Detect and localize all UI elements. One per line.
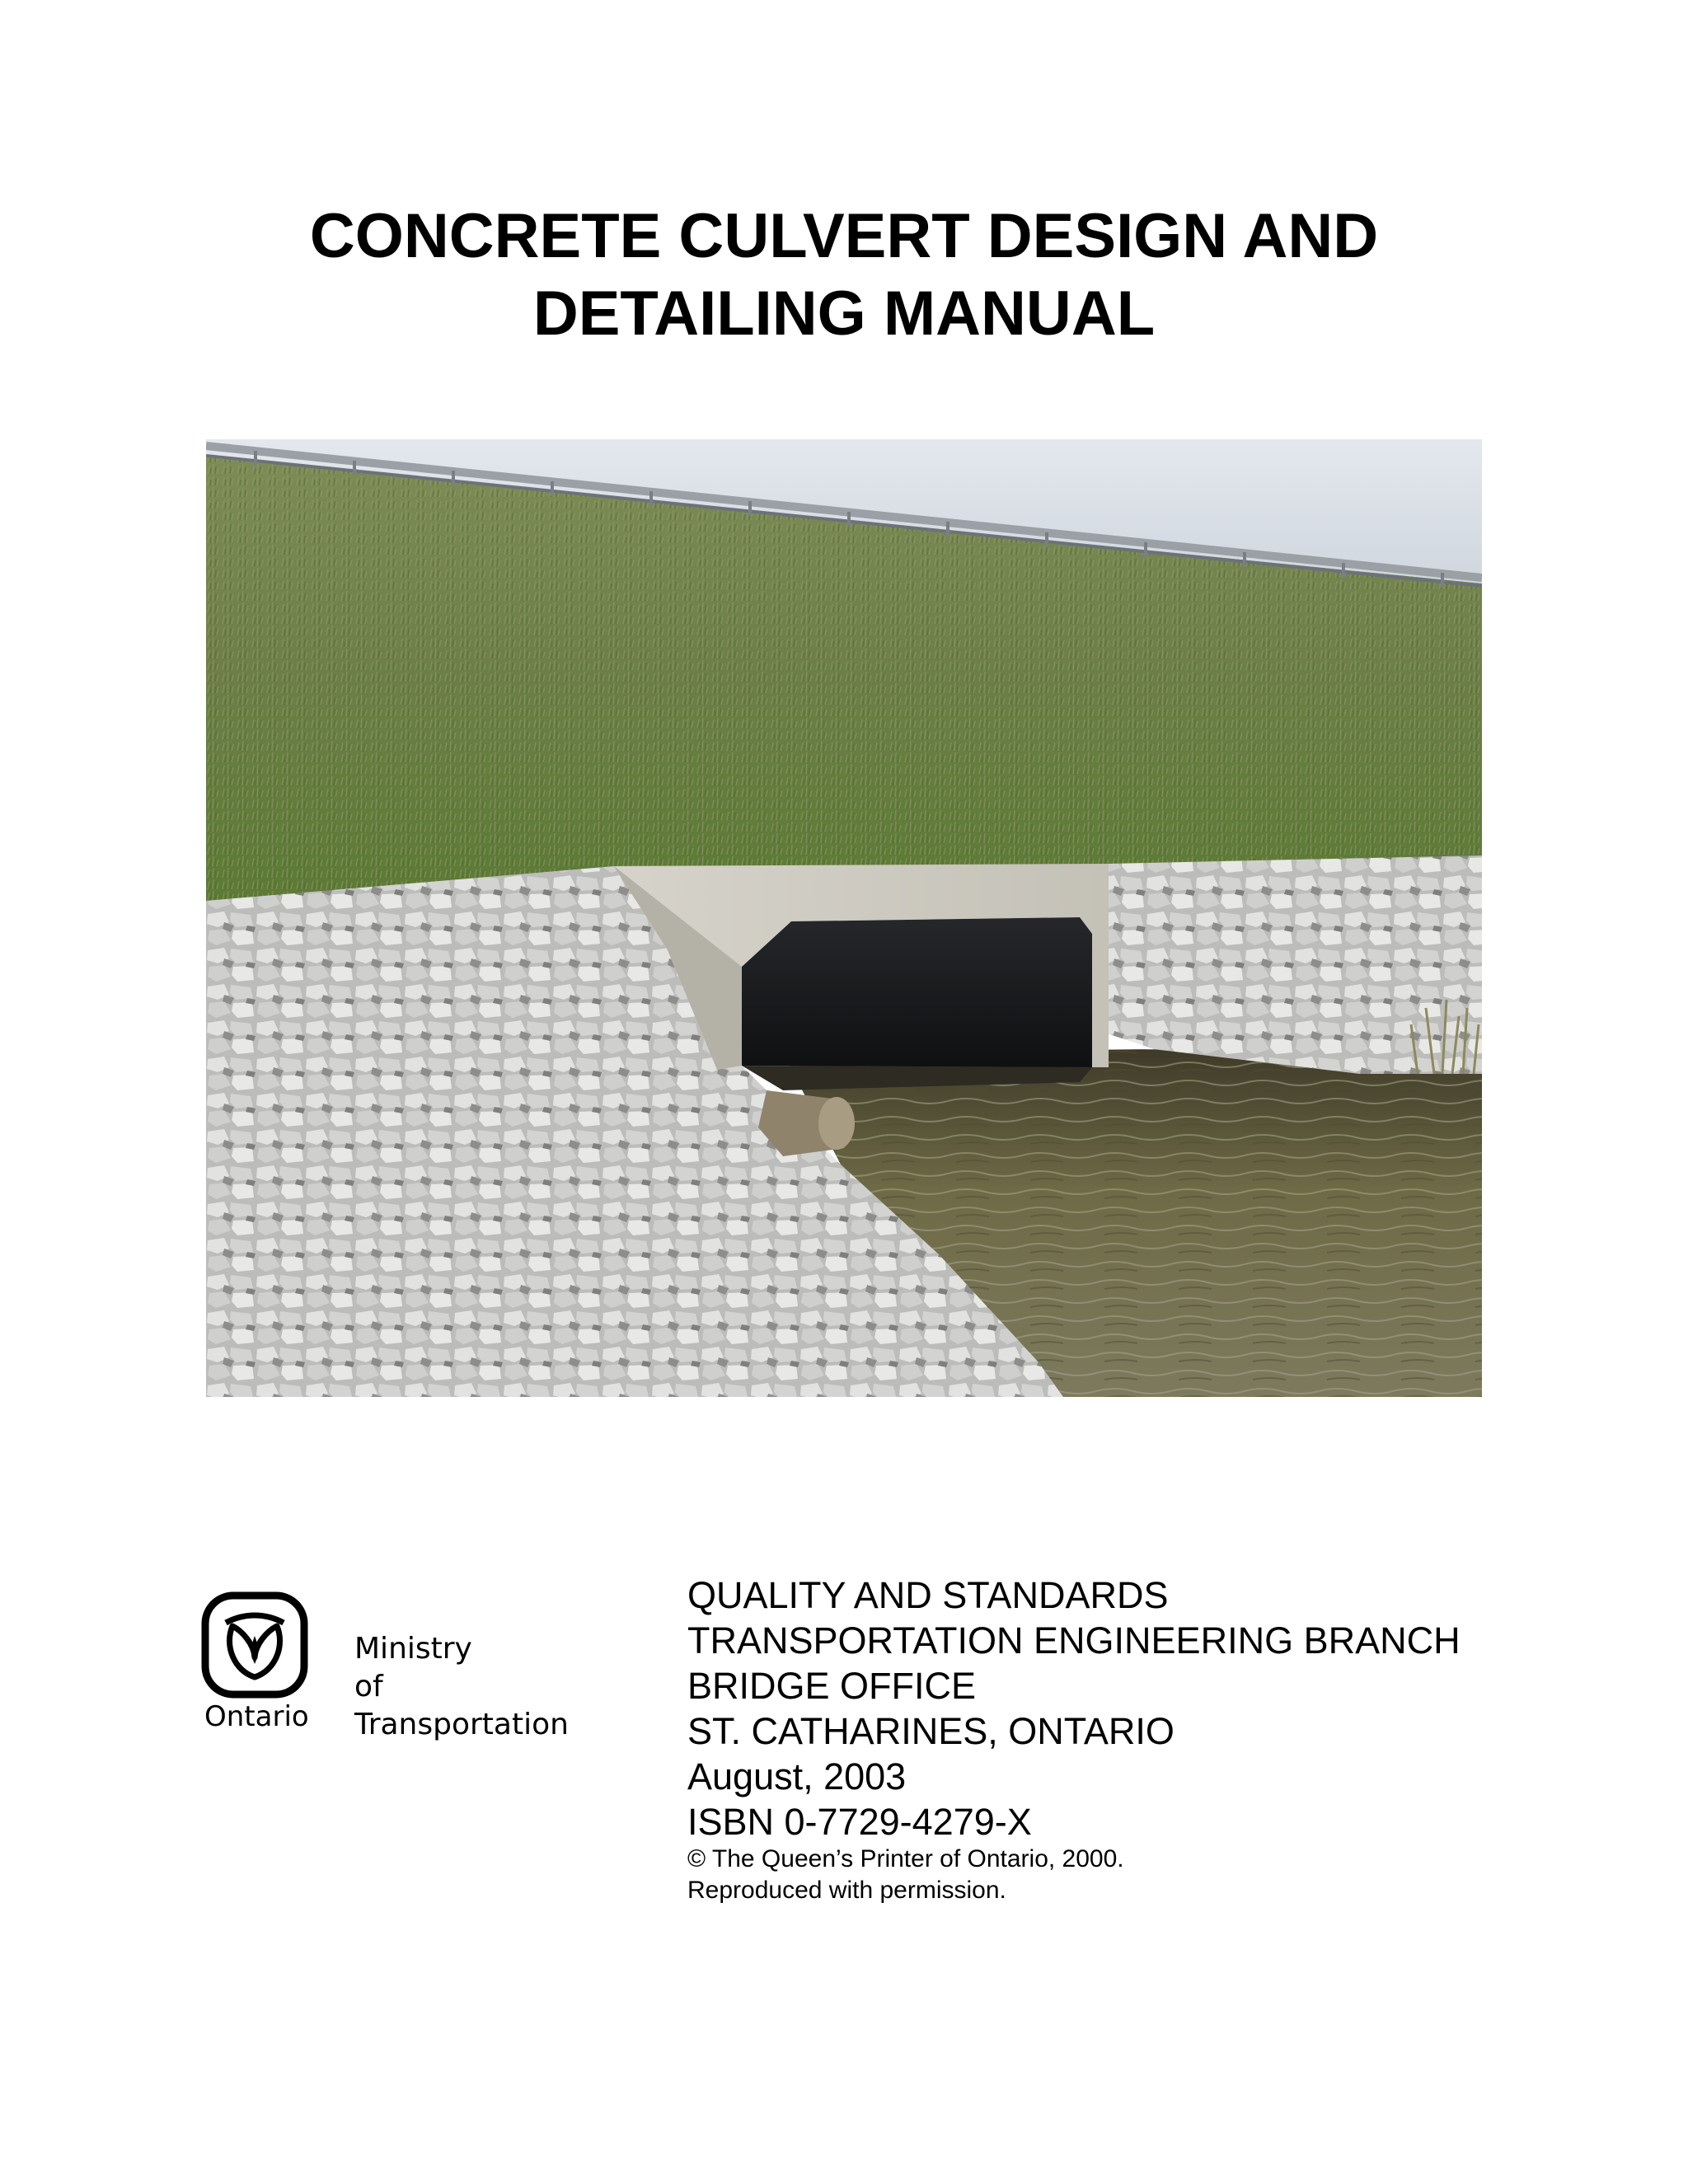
document-title xyxy=(0,198,1688,353)
title-line-2: DETAILING MANUAL xyxy=(532,279,1156,349)
title-line-1: CONCRETE CULVERT DESIGN AND xyxy=(309,201,1379,271)
publisher-address xyxy=(687,1572,1461,1844)
ontario-trillium-icon xyxy=(201,1591,308,1699)
ministry-name xyxy=(354,1630,569,1744)
ontario-wordmark: Ontario xyxy=(204,1700,309,1733)
address-line: TRANSPORTATION ENGINEERING BRANCH xyxy=(687,1619,1461,1661)
ministry-line-3: Transportation xyxy=(354,1708,569,1741)
culvert-photo-illustration xyxy=(206,439,1482,1397)
address-line: QUALITY AND STANDARDS xyxy=(687,1574,1169,1616)
address-line: BRIDGE OFFICE xyxy=(687,1665,977,1707)
copyright-line-1: © The Queen’s Printer of Ontario, 2000. xyxy=(687,1845,1124,1872)
ministry-line-2: of xyxy=(354,1670,383,1704)
isbn: ISBN 0-7729-4279-X xyxy=(687,1801,1032,1843)
cover-photo-culvert xyxy=(206,439,1482,1397)
copyright-line-2: Reproduced with permission. xyxy=(687,1877,1006,1904)
publication-date: August, 2003 xyxy=(687,1755,907,1797)
address-line: ST. CATHARINES, ONTARIO xyxy=(687,1710,1175,1752)
copyright-notice xyxy=(687,1844,1124,1906)
ministry-line-1: Ministry xyxy=(354,1632,472,1666)
